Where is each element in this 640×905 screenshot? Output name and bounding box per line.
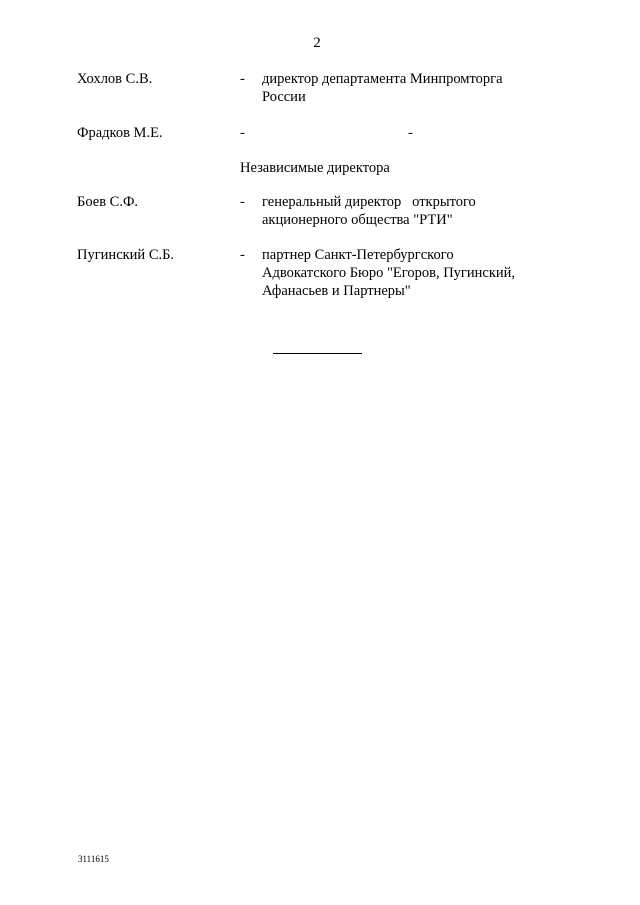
separator-dash: -: [240, 71, 245, 87]
blank-role-dash: -: [408, 125, 413, 141]
page-number: 2: [313, 35, 321, 51]
closing-rule: [273, 353, 362, 354]
member-role-line: генеральный директор открытого: [262, 194, 476, 210]
member-name: Боев С.Ф.: [77, 194, 139, 210]
section-heading: Независимые директора: [240, 160, 390, 176]
member-role-line: партнер Санкт-Петербургского: [262, 247, 454, 263]
separator-dash: -: [240, 194, 245, 210]
member-name: Фрадков М.Е.: [77, 125, 163, 141]
separator-dash: -: [240, 125, 245, 141]
member-role-line: директор департамента Минпромторга: [262, 71, 503, 87]
member-role-line: акционерного общества "РТИ": [262, 212, 453, 228]
member-name: Хохлов С.В.: [77, 71, 153, 87]
member-role-line: Адвокатского Бюро "Егоров, Пугинский,: [262, 265, 516, 281]
document-code: 3111615: [78, 854, 109, 864]
member-role: [262, 193, 562, 229]
member-role-line: Афанасьев и Партнеры": [262, 283, 411, 299]
member-role: [262, 246, 562, 300]
member-name: Пугинский С.Б.: [77, 247, 175, 263]
member-role-line: России: [262, 89, 306, 105]
member-role: [262, 70, 562, 106]
separator-dash: -: [240, 247, 245, 263]
